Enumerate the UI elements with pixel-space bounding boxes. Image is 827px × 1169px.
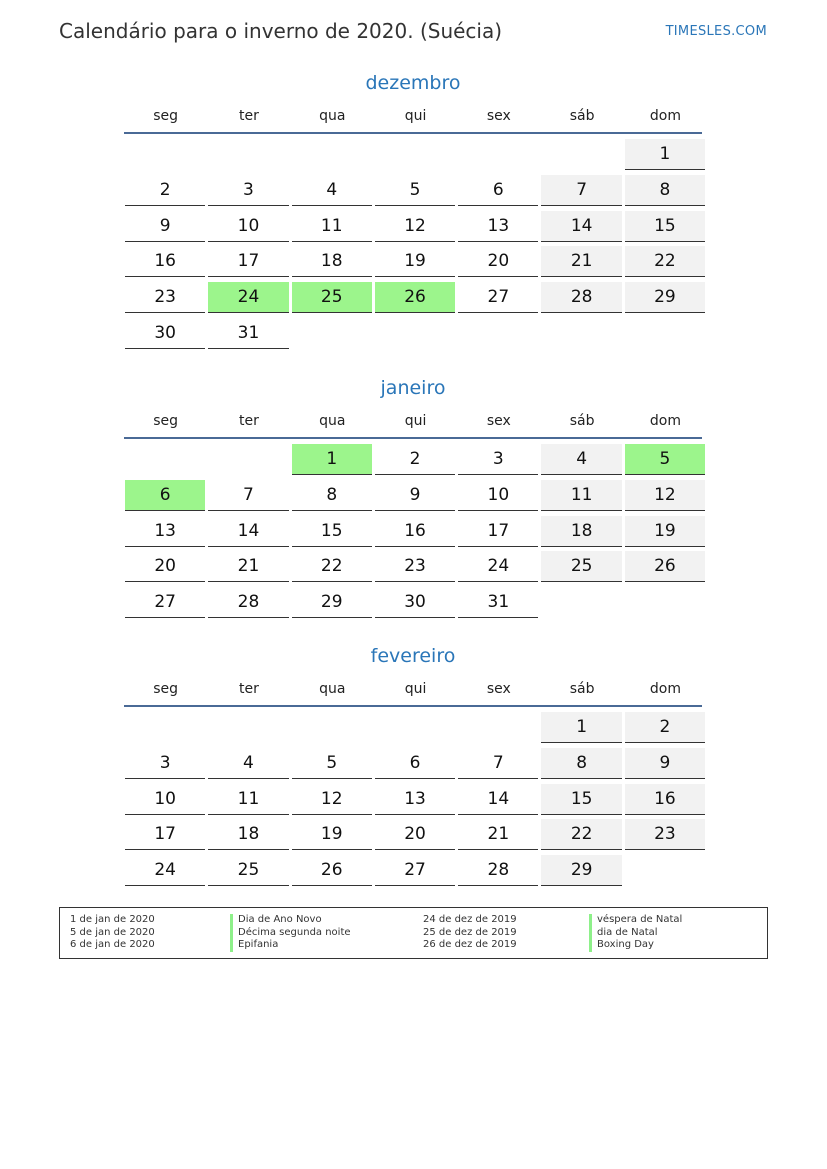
day-cell: 28 bbox=[208, 587, 288, 618]
day-cell: 4 bbox=[541, 444, 621, 475]
day-cell: 18 bbox=[208, 819, 288, 850]
day-cell: 19 bbox=[292, 819, 372, 850]
day-cell: 1 bbox=[541, 712, 621, 743]
day-cell: 17 bbox=[208, 246, 288, 277]
holiday-day-cell: 5 bbox=[625, 444, 705, 475]
day-cell: 26 bbox=[625, 551, 705, 582]
month-name: janeiro bbox=[380, 377, 446, 399]
day-cell: 8 bbox=[292, 480, 372, 511]
legend-holiday-name: Boxing Day bbox=[589, 939, 682, 952]
day-cell: 29 bbox=[541, 855, 621, 886]
empty-day-cell bbox=[541, 139, 621, 169]
day-grid bbox=[124, 712, 702, 891]
legend-date: 25 de dez de 2019 bbox=[423, 926, 517, 938]
day-cell: 15 bbox=[625, 211, 705, 242]
weekday-label: sáb bbox=[569, 413, 595, 429]
day-cell: 2 bbox=[375, 444, 455, 475]
day-cell: 5 bbox=[375, 175, 455, 206]
day-cell: 17 bbox=[458, 516, 538, 547]
day-cell: 12 bbox=[625, 480, 705, 511]
weekday-label: qua bbox=[319, 681, 346, 697]
empty-day-cell bbox=[458, 139, 538, 169]
day-cell: 28 bbox=[458, 855, 538, 886]
day-cell: 17 bbox=[125, 819, 205, 850]
legend-holiday-name: Epifania bbox=[230, 939, 351, 952]
day-cell: 23 bbox=[125, 282, 205, 313]
day-cell: 23 bbox=[625, 819, 705, 850]
day-cell: 12 bbox=[292, 784, 372, 815]
weekday-label: sex bbox=[486, 681, 511, 697]
legend-holiday-name: dia de Natal bbox=[589, 927, 682, 940]
weekday-label: qui bbox=[404, 681, 427, 697]
day-grid bbox=[124, 444, 702, 623]
day-cell: 29 bbox=[292, 587, 372, 618]
day-cell: 14 bbox=[208, 516, 288, 547]
empty-day-cell bbox=[375, 139, 455, 169]
empty-day-cell bbox=[208, 139, 288, 169]
weekday-label: ter bbox=[239, 108, 259, 124]
day-cell: 19 bbox=[625, 516, 705, 547]
day-cell: 7 bbox=[208, 480, 288, 511]
day-cell: 6 bbox=[458, 175, 538, 206]
empty-day-cell bbox=[125, 444, 205, 474]
weekday-label: qua bbox=[319, 108, 346, 124]
month-name: fevereiro bbox=[370, 645, 456, 667]
month-december bbox=[124, 69, 702, 354]
day-cell: 11 bbox=[292, 211, 372, 242]
weekday-label: dom bbox=[649, 413, 681, 429]
day-cell: 2 bbox=[125, 175, 205, 206]
legend-date: 6 de jan de 2020 bbox=[70, 939, 155, 950]
empty-day-cell bbox=[208, 444, 288, 474]
day-cell: 27 bbox=[125, 587, 205, 618]
legend-date: 5 de jan de 2020 bbox=[70, 926, 155, 938]
weekday-label: seg bbox=[153, 681, 179, 697]
day-cell: 10 bbox=[208, 211, 288, 242]
day-cell: 15 bbox=[541, 784, 621, 815]
day-cell: 28 bbox=[541, 282, 621, 313]
day-cell: 21 bbox=[541, 246, 621, 277]
day-cell: 1 bbox=[625, 139, 705, 170]
day-cell: 14 bbox=[541, 211, 621, 242]
weekday-label: qua bbox=[319, 413, 346, 429]
month-january bbox=[124, 374, 702, 623]
day-cell: 12 bbox=[375, 211, 455, 242]
empty-day-cell bbox=[125, 139, 205, 169]
day-cell: 7 bbox=[458, 748, 538, 779]
day-cell: 8 bbox=[625, 175, 705, 206]
holiday-day-cell: 24 bbox=[208, 282, 288, 313]
weekday-label: sex bbox=[486, 108, 511, 124]
day-cell: 31 bbox=[208, 318, 288, 349]
day-cell: 16 bbox=[625, 784, 705, 815]
brand-link[interactable]: TIMESLES.COM bbox=[665, 24, 767, 39]
day-cell: 29 bbox=[625, 282, 705, 313]
day-cell: 3 bbox=[458, 444, 538, 475]
day-cell: 9 bbox=[625, 748, 705, 779]
empty-day-cell bbox=[375, 712, 455, 742]
weekday-header bbox=[124, 412, 702, 439]
weekday-label: ter bbox=[239, 681, 259, 697]
day-cell: 9 bbox=[125, 211, 205, 242]
weekday-label: seg bbox=[153, 108, 179, 124]
day-cell: 13 bbox=[458, 211, 538, 242]
weekday-label: ter bbox=[239, 413, 259, 429]
holiday-legend bbox=[59, 907, 768, 959]
legend-dates-left bbox=[70, 914, 155, 952]
day-cell: 13 bbox=[125, 516, 205, 547]
empty-day-cell bbox=[292, 139, 372, 169]
day-cell: 20 bbox=[458, 246, 538, 277]
day-cell: 3 bbox=[125, 748, 205, 779]
weekday-label: sáb bbox=[569, 681, 595, 697]
weekday-label: sex bbox=[486, 413, 511, 429]
day-cell: 21 bbox=[208, 551, 288, 582]
month-february bbox=[124, 642, 702, 891]
day-cell: 15 bbox=[292, 516, 372, 547]
legend-holiday-name: véspera de Natal bbox=[589, 914, 682, 927]
day-cell: 8 bbox=[541, 748, 621, 779]
legend-dates-right bbox=[423, 914, 517, 952]
empty-day-cell bbox=[458, 712, 538, 742]
day-cell: 6 bbox=[375, 748, 455, 779]
day-cell: 26 bbox=[292, 855, 372, 886]
weekday-label: seg bbox=[153, 413, 179, 429]
weekday-label: qui bbox=[404, 108, 427, 124]
day-cell: 3 bbox=[208, 175, 288, 206]
day-cell: 11 bbox=[208, 784, 288, 815]
day-cell: 18 bbox=[292, 246, 372, 277]
day-cell: 31 bbox=[458, 587, 538, 618]
legend-date: 26 de dez de 2019 bbox=[423, 939, 517, 950]
legend-date: 1 de jan de 2020 bbox=[70, 914, 155, 925]
day-cell: 2 bbox=[625, 712, 705, 743]
day-cell: 24 bbox=[458, 551, 538, 582]
day-cell: 27 bbox=[375, 855, 455, 886]
day-cell: 22 bbox=[292, 551, 372, 582]
empty-day-cell bbox=[292, 712, 372, 742]
holiday-day-cell: 6 bbox=[125, 480, 205, 511]
day-cell: 14 bbox=[458, 784, 538, 815]
month-name: dezembro bbox=[365, 72, 461, 94]
empty-day-cell bbox=[208, 712, 288, 742]
legend-names-right bbox=[589, 914, 682, 952]
day-cell: 7 bbox=[541, 175, 621, 206]
day-cell: 24 bbox=[125, 855, 205, 886]
day-cell: 9 bbox=[375, 480, 455, 511]
day-cell: 10 bbox=[458, 480, 538, 511]
day-cell: 5 bbox=[292, 748, 372, 779]
day-cell: 16 bbox=[125, 246, 205, 277]
day-cell: 20 bbox=[375, 819, 455, 850]
day-cell: 10 bbox=[125, 784, 205, 815]
day-cell: 20 bbox=[125, 551, 205, 582]
day-cell: 22 bbox=[625, 246, 705, 277]
weekday-label: qui bbox=[404, 413, 427, 429]
day-cell: 23 bbox=[375, 551, 455, 582]
empty-day-cell bbox=[125, 712, 205, 742]
holiday-day-cell: 25 bbox=[292, 282, 372, 313]
day-grid bbox=[124, 139, 702, 354]
day-cell: 21 bbox=[458, 819, 538, 850]
day-cell: 27 bbox=[458, 282, 538, 313]
day-cell: 18 bbox=[541, 516, 621, 547]
weekday-label: dom bbox=[649, 681, 681, 697]
day-cell: 25 bbox=[208, 855, 288, 886]
holiday-day-cell: 1 bbox=[292, 444, 372, 475]
day-cell: 22 bbox=[541, 819, 621, 850]
page-title: Calendário para o inverno de 2020. (Suécia) bbox=[59, 19, 503, 43]
legend-date: 24 de dez de 2019 bbox=[423, 914, 517, 925]
weekday-header bbox=[124, 680, 702, 707]
legend-holiday-name: Décima segunda noite bbox=[230, 927, 351, 940]
day-cell: 4 bbox=[292, 175, 372, 206]
legend-holiday-name: Dia de Ano Novo bbox=[230, 914, 351, 927]
day-cell: 16 bbox=[375, 516, 455, 547]
weekday-header bbox=[124, 107, 702, 134]
day-cell: 25 bbox=[541, 551, 621, 582]
day-cell: 30 bbox=[375, 587, 455, 618]
weekday-label: sáb bbox=[569, 108, 595, 124]
holiday-day-cell: 26 bbox=[375, 282, 455, 313]
legend-names-left bbox=[230, 914, 351, 952]
day-cell: 11 bbox=[541, 480, 621, 511]
day-cell: 13 bbox=[375, 784, 455, 815]
day-cell: 30 bbox=[125, 318, 205, 349]
weekday-label: dom bbox=[649, 108, 681, 124]
day-cell: 19 bbox=[375, 246, 455, 277]
day-cell: 4 bbox=[208, 748, 288, 779]
